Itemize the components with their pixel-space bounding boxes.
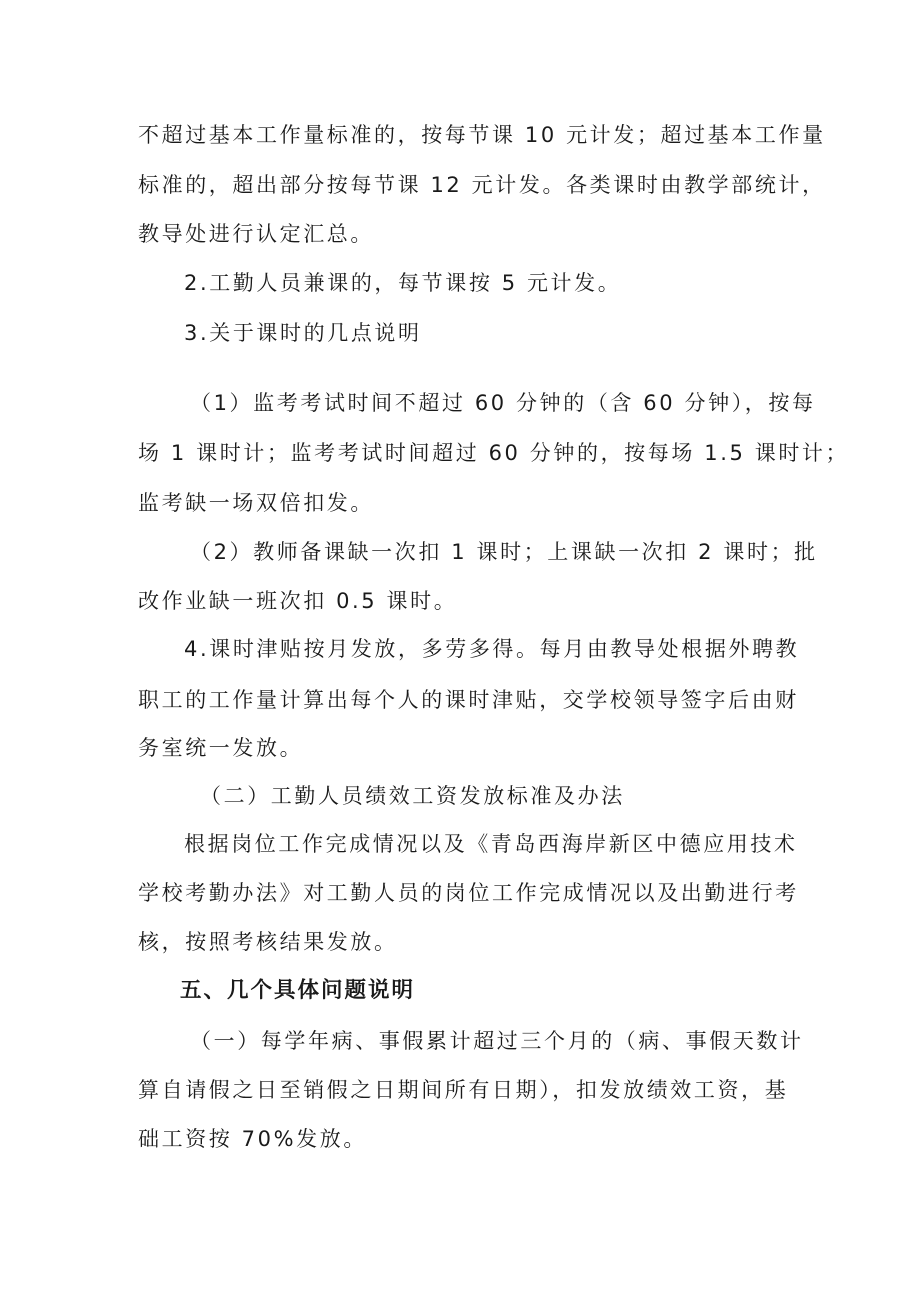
body-text-line: 职工的工作量计算出每个人的课时津贴，交学校领导签字后由财 [138,688,799,712]
subsection-heading: （二）工勤人员绩效工资发放标准及办法 [200,784,625,808]
body-text-line: 监考缺一场双倍扣发。 [138,491,374,515]
body-text-line: 算自请假之日至销假之日期间所有日期），扣发放绩效工资，基 [138,1078,789,1102]
body-text-line: 核，按照考核结果发放。 [138,930,398,954]
body-text-line: 不超过基本工作量标准的，按每节课 10 元计发；超过基本工作量 [138,123,826,147]
body-text-line: 教导处进行认定汇总。 [138,222,374,246]
body-text-line: 务室统一发放。 [138,736,304,760]
list-item-4: 4.课时津贴按月发放，多劳多得。每月由教导处根据外聘教 [184,637,800,661]
body-text-line: 场 1 课时计；监考考试时间超过 60 分钟的，按每场 1.5 课时计； [138,441,850,465]
body-text-line: 标准的，超出部分按每节课 12 元计发。各类课时由教学部统计， [138,173,826,197]
body-text-line: （一）每学年病、事假累计超过三个月的（病、事假天数计 [190,1029,804,1053]
body-text-line: 础工资按 70%发放。 [138,1127,367,1151]
body-text-line: 改作业缺一班次扣 0.5 课时。 [138,589,458,613]
body-text-line: 学校考勤办法》对工勤人员的岗位工作完成情况以及出勤进行考 [138,881,799,905]
sub-item-1: （1）监考考试时间不超过 60 分钟的（含 60 分钟），按每 [190,391,816,415]
section-heading: 五、几个具体问题说明 [180,978,416,1003]
list-item-3: 3.关于课时的几点说明 [184,321,422,345]
sub-item-2: （2）教师备课缺一次扣 1 课时；上课缺一次扣 2 课时；批 [190,540,818,564]
list-item-2: 2.工勤人员兼课的，每节课按 5 元计发。 [184,271,622,295]
body-text-line: 根据岗位工作完成情况以及《青岛西海岸新区中德应用技术 [184,832,798,856]
